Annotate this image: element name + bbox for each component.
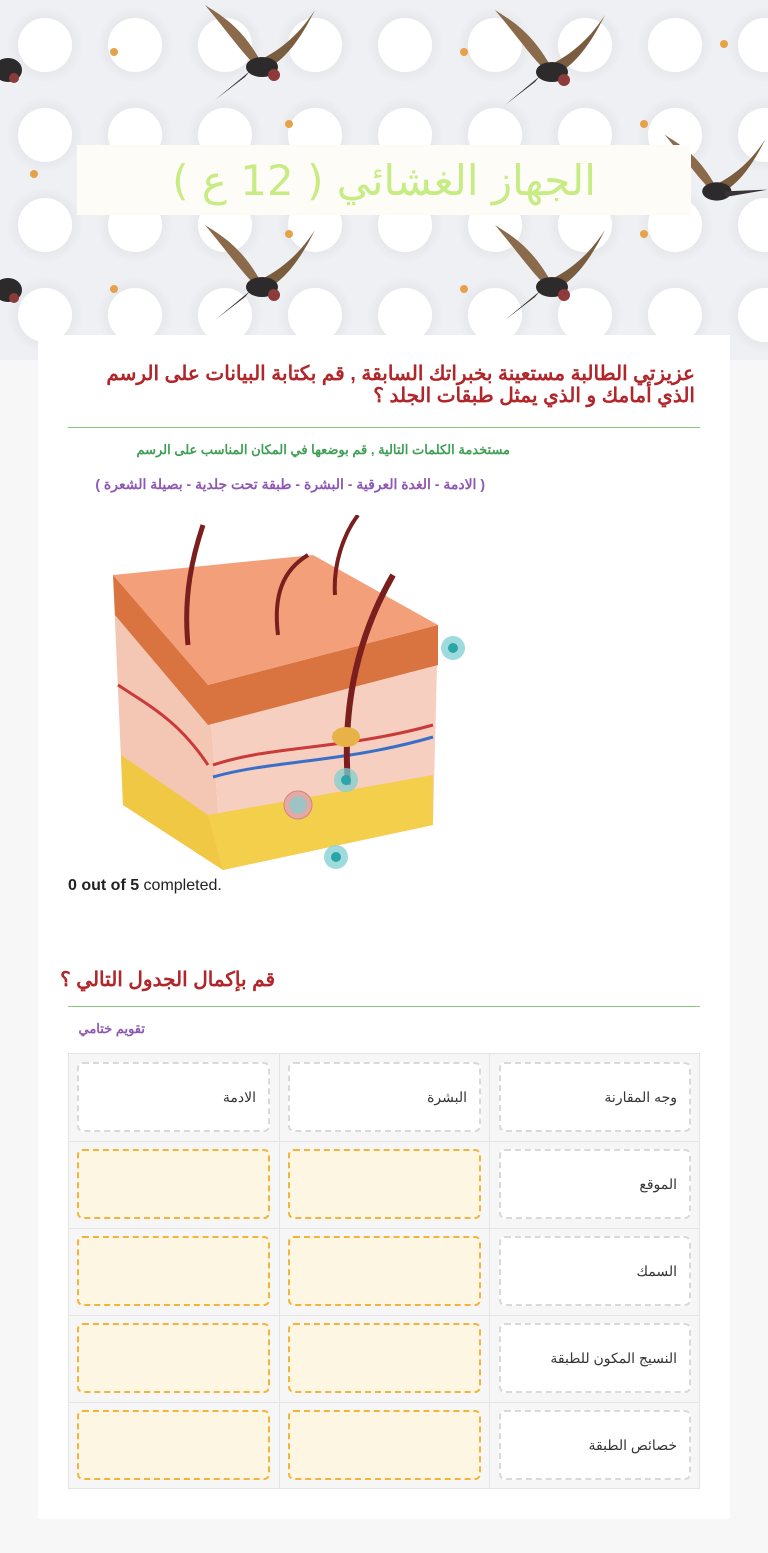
question-1: عزيزتي الطالبة مستعينة بخبراتك السابقة , قم بكتابة البيانات على الرسم الذي أمامك و الذي يمثل طبقات الجلد ؟ (106, 363, 695, 407)
header-banner (0, 0, 768, 360)
title-box (77, 145, 691, 215)
drop-zone[interactable] (288, 1410, 481, 1480)
activity-card (38, 335, 730, 1519)
instruction-text: مستخدمة الكلمات التالية , قم بوضعها في المكان المناسب على الرسم (136, 442, 510, 457)
table-row-label: الموقع (499, 1149, 691, 1219)
word-bank: ( الادمة - الغدة العرقية - البشرة - طبقة تحت جلدية - بصيلة الشعرة ) (95, 476, 485, 492)
progress-text (68, 877, 222, 895)
divider (68, 427, 700, 428)
table-row-label: النسيج المكون للطبقة (499, 1323, 691, 1393)
drop-zone[interactable] (288, 1236, 481, 1306)
progress-suffix: completed. (139, 877, 222, 894)
drop-zone[interactable] (77, 1236, 270, 1306)
divider (68, 1006, 700, 1007)
progress-count: 0 out of 5 (68, 877, 140, 894)
swallow-icon (0, 260, 30, 320)
swallow-icon (0, 40, 30, 100)
drop-zone[interactable] (288, 1149, 481, 1219)
drop-zone[interactable] (77, 1149, 270, 1219)
page-title: الجهاز الغشائي ( 12 ع ) (172, 155, 596, 205)
drop-zone[interactable] (77, 1410, 270, 1480)
skin-layers-diagram (103, 515, 483, 885)
table-header-cell: وجه المقارنة (499, 1062, 691, 1132)
question-2: قم بإكمال الجدول التالي ؟ (60, 969, 275, 991)
swallow-icon (200, 5, 320, 115)
swallow-icon (490, 10, 610, 120)
drop-zone[interactable] (288, 1323, 481, 1393)
table-row-label: خصائص الطبقة (499, 1410, 691, 1480)
drop-marker (289, 796, 307, 814)
table-header-cell: البشرة (288, 1062, 481, 1132)
table-row-label: السمك (499, 1236, 691, 1306)
swallow-icon (490, 225, 610, 335)
section-subtitle: تقويم ختامي (78, 1021, 145, 1036)
drop-zone[interactable] (77, 1323, 270, 1393)
comparison-table (68, 1053, 700, 1489)
table-header-cell: الادمة (77, 1062, 270, 1132)
swallow-icon (200, 225, 320, 335)
